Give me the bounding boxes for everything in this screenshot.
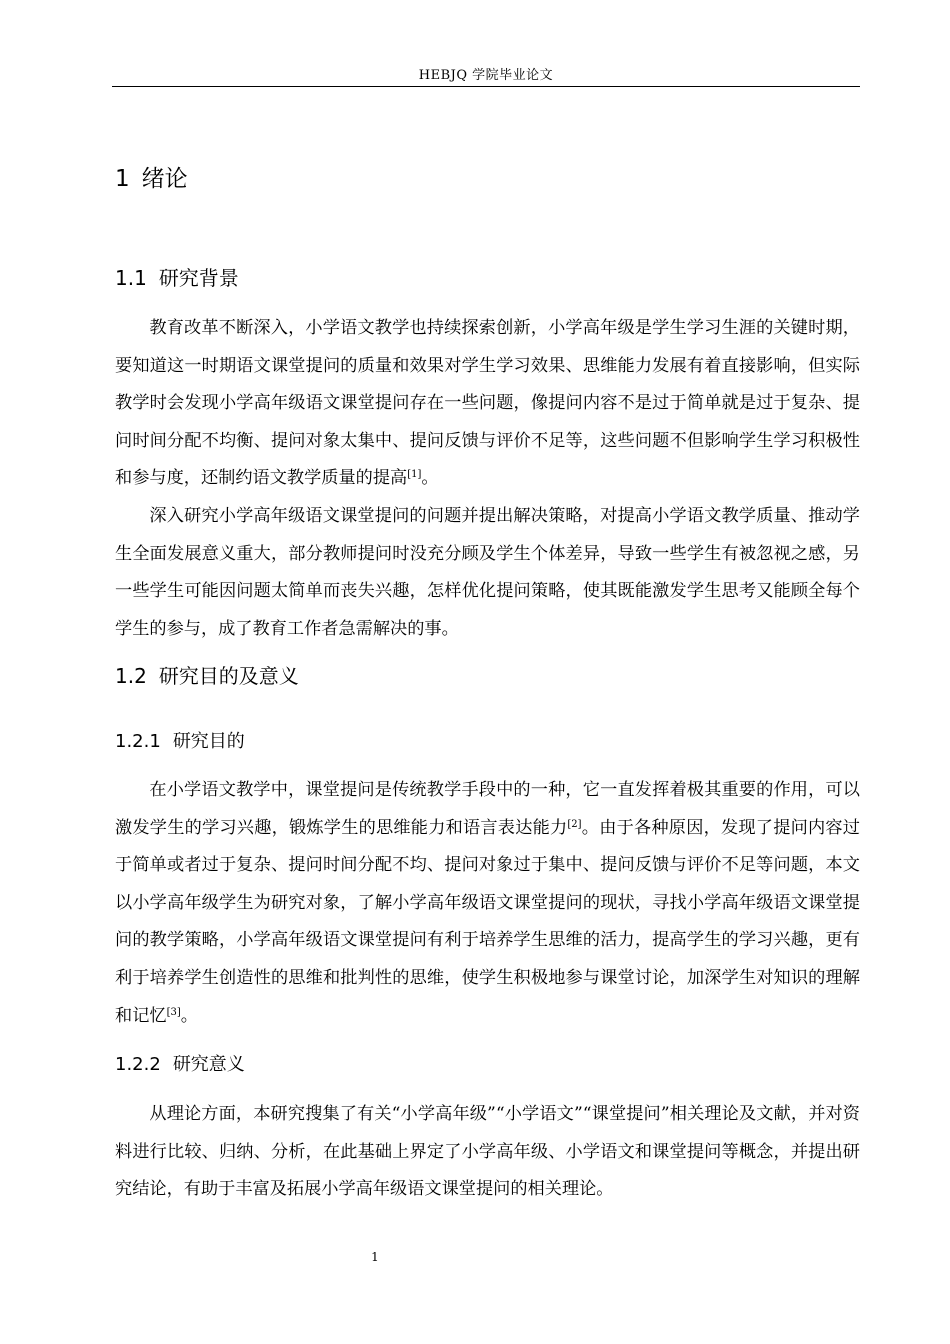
subsection-title: 研究目的 [172,731,245,752]
citation-ref: [3] [166,1006,181,1018]
chapter-title: 绪论 [141,166,188,192]
subsection-heading-1-2-2 [115,1050,245,1076]
paragraph-end: 。 [421,468,439,489]
paragraph-text: 深入研究小学高年级语文课堂提问的问题并提出解决策略，对提高小学语文教学质量、推动学生全面发展意义重大，部分教师提问时没充分顾及学生个体差异，导致一些学生有被忽视之感，另一些学生可能因问题太简单而丧失兴趣，怎样优化提问策略，使其既能激发学生思考又能顾全每个学生的参与，成了教育工作者急需解决的事。 [115,506,860,639]
paragraph-significance [115,1096,860,1209]
chapter-number: 1 [115,166,130,192]
section-number: 1.1 [115,266,147,290]
paragraph-purpose [115,772,860,1035]
paragraph-text: 教育改革不断深入，小学语文教学也持续探索创新，小学高年级是学生学习生涯的关键时期，要知道这一时期语文课堂提问的质量和效果对学生学习效果、思维能力发展有着直接影响，但实际教学时会发现小学高年级语文课堂提问存在一些问题，像提问内容不是过于简单就是过于复杂、提问时间分配不均衡、提问对象太集中、提问反馈与评价不足等，这些问题不但影响学生学习积极性和参与度，还制约语文教学质量的提高 [115,318,860,489]
paragraph-background-1 [115,310,860,498]
citation-ref: [2] [567,818,582,830]
citation-ref: [1] [407,469,422,481]
header-divider [112,86,860,87]
subsection-number: 1.2.2 [115,1054,161,1075]
section-title: 研究目的及意义 [158,664,299,688]
paragraph-text: 在小学语文教学中，课堂提问是传统教学手段中的一种，它一直发挥着极其重要的作用，可以激发学生的学习兴趣，锻炼学生的思维能力和语言表达能力 [115,780,860,838]
paragraph-background-2 [115,498,860,648]
page-number: 1 [371,1250,379,1264]
subsection-title: 研究意义 [172,1054,245,1075]
paragraph-text: 。由于各种原因，发现了提问内容过于简单或者过于复杂、提问时间分配不均、提问对象过于集中、提问反馈与评价不足等问题，本文以小学高年级学生为研究对象，了解小学高年级语文课堂提问的现状，寻找小学高年级语文课堂提问的教学策略，小学高年级语文课堂提问有利于培养学生思维的活力，提高学生的学习兴趣，更有利于培养学生创造性的思维和批判性的思维，使学生积极地参与课堂讨论，加深学生对知识的理解和记忆 [115,817,860,1026]
section-title: 研究背景 [158,266,239,290]
section-heading-1-1 [115,262,239,291]
section-number: 1.2 [115,664,147,688]
subsection-number: 1.2.1 [115,731,161,752]
chapter-heading [115,160,188,193]
running-header: HEBJQ 学院毕业论文 [418,68,554,83]
section-heading-1-2 [115,660,299,689]
paragraph-text: 从理论方面，本研究搜集了有关“小学高年级”“小学语文”“课堂提问”相关理论及文献，并对资料进行比较、归纳、分析，在此基础上界定了小学高年级、小学语文和课堂提问等概念，并提出研究结论，有助于丰富及拓展小学高年级语文课堂提问的相关理论。 [115,1104,860,1200]
paragraph-end: 。 [180,1005,198,1026]
subsection-heading-1-2-1 [115,727,245,753]
